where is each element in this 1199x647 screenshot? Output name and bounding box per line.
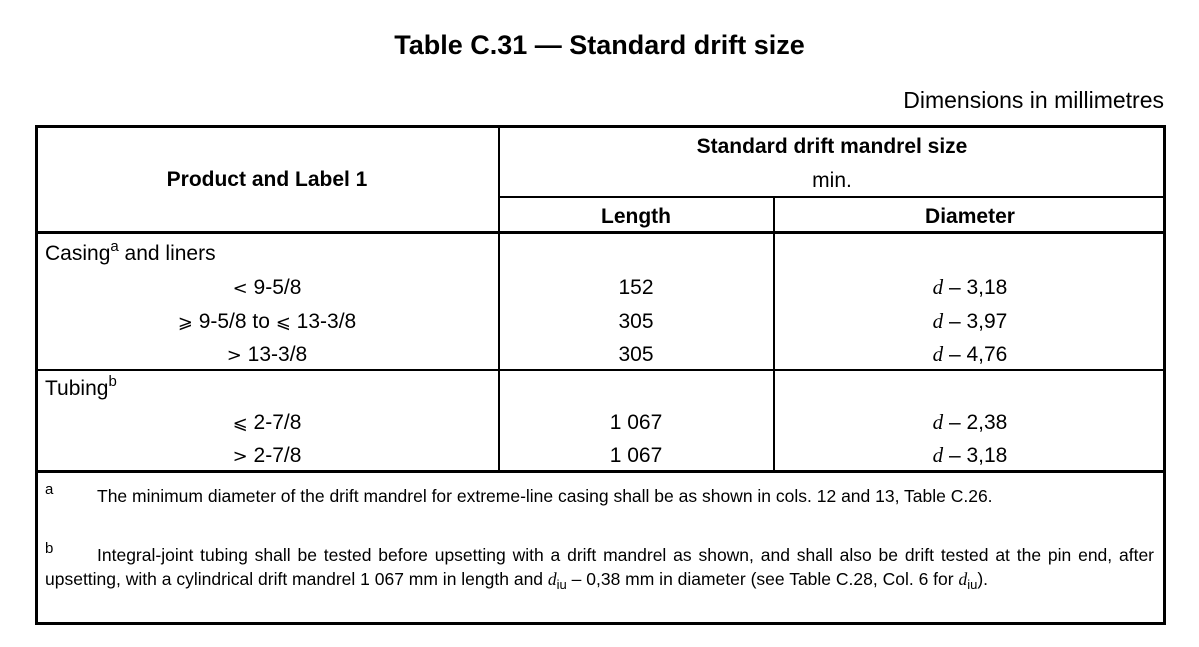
product-size: 13-3/8 [241,343,308,366]
footnote-b [45,540,1154,597]
table-row-diameter [933,344,1008,365]
section-label-casing [45,238,216,265]
section-label-text: Casing [45,242,111,265]
diameter-offset: – 2,38 [943,411,1008,434]
diameter-offset: – 4,76 [943,343,1008,366]
product-size: 2-7/8 [247,444,302,467]
table-row-product [227,344,307,365]
comparison-symbol: > [226,345,242,366]
divider-footnotes [35,470,1166,473]
header-group-title: Standard drift mandrel size [696,135,968,158]
footnote-b-part: – 0,38 mm in diameter (see Table C.28, Col. 6 for [566,569,959,589]
table-row-diameter [933,311,1008,332]
product-size: 13-3/8 [290,310,357,333]
table-row-product [233,277,302,298]
table-row-length: 1 067 [609,411,663,434]
divider-product-col [498,127,500,472]
header-product: Product and Label 1 [166,168,368,191]
table-row-diameter [933,412,1008,433]
diameter-variable: d [932,309,944,333]
comparison-symbol: ⩽ [232,413,248,434]
table-row-product [233,412,302,433]
diameter-variable: d [932,410,944,434]
comparison-symbol: ⩾ [177,312,193,333]
table-title: Table C.31 — Standard drift size [394,30,805,60]
diameter-offset: – 3,97 [943,310,1008,333]
table-row-diameter [933,277,1008,298]
footnote-b-part: ). [977,569,989,589]
footnote-b-part: Integral-joint tubing shall be tested before upsetting with a drift mandrel as shown, and shall also be drift tested at the pin end, after upsetting, with a cylindrical drift mandrel 1 067 mm in length and [45,545,1154,589]
footnote-ref-a: a [110,238,119,255]
divider-group-header [498,196,1166,198]
header-length: Length [601,205,671,228]
divider-section [35,369,1166,371]
footnote-b-text [45,543,1154,597]
diameter-variable: d [932,275,944,299]
footnote-mark-b: b [45,540,54,557]
variable-d: d [547,569,557,589]
footnote-a [45,481,1154,508]
table-row-length: 305 [618,343,654,366]
table-row-length: 305 [618,310,654,333]
subscript-iu: iu [967,577,978,592]
divider-length-col [773,197,775,472]
footnote-ref-b: b [108,373,117,390]
diameter-offset: – 3,18 [943,444,1008,467]
table-row-product [233,445,302,466]
section-label-tubing [45,373,117,400]
footnote-a-text: The minimum diameter of the drift mandrel for extreme-line casing shall be as shown in cols. 12 and 13, Table C.26. [97,486,993,506]
divider-header-bottom [35,231,1166,234]
comparison-symbol: > [232,446,248,467]
section-label-text: Tubing [45,377,109,400]
section-label-rest: and liners [118,242,216,265]
diameter-variable: d [932,443,944,467]
table-row-product [178,311,356,332]
subscript-iu: iu [556,577,567,592]
table-row-diameter [933,445,1008,466]
comparison-symbol: ⩽ [275,312,291,333]
diameter-variable: d [932,342,944,366]
product-size: 9-5/8 [247,276,302,299]
footnote-mark-a: a [45,481,54,498]
header-group-subtitle: min. [812,169,852,192]
header-diameter: Diameter [925,205,1015,228]
product-size: 9-5/8 to [192,310,276,333]
comparison-symbol: < [232,278,248,299]
diameter-offset: – 3,18 [943,276,1008,299]
product-size: 2-7/8 [247,411,302,434]
units-note: Dimensions in millimetres [903,87,1164,113]
table-row-length: 1 067 [609,444,663,467]
table-row-length: 152 [618,276,654,299]
variable-d: d [958,569,968,589]
